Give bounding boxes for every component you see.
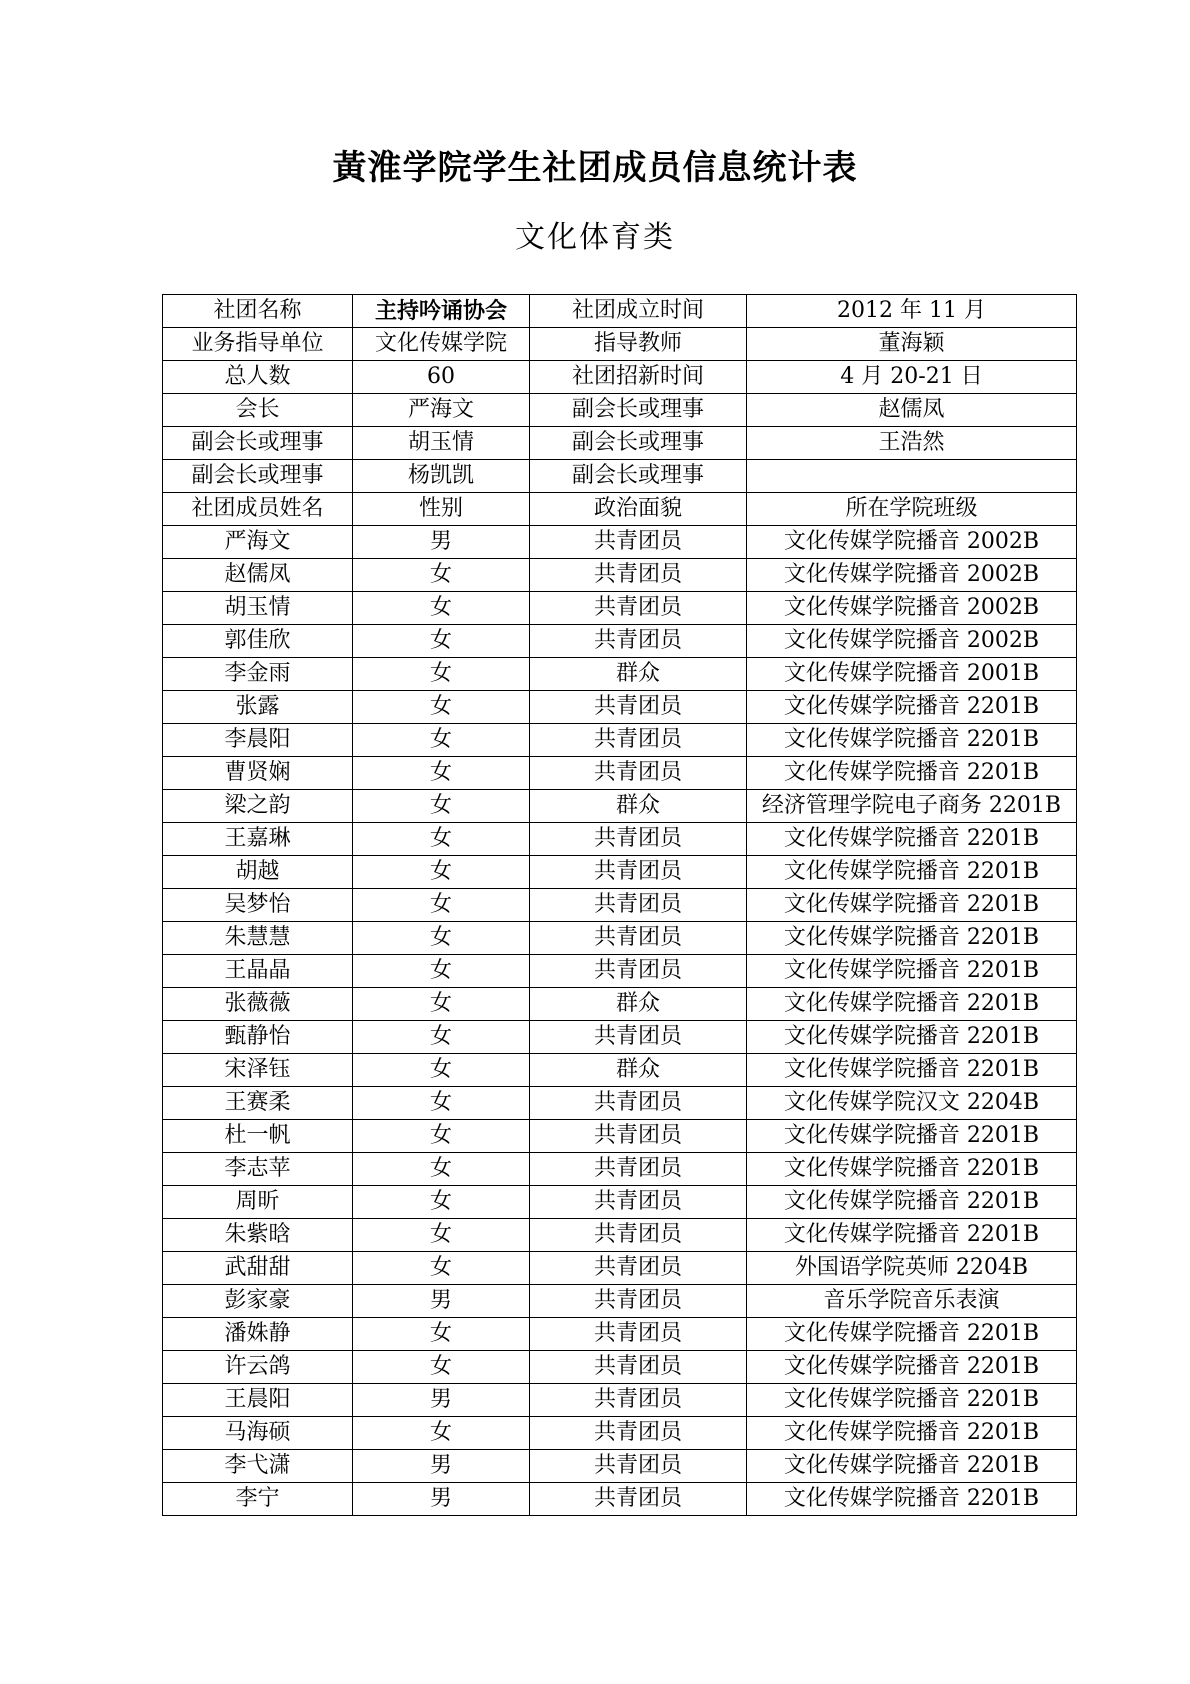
table-cell: 文化传媒学院播音 2201B	[747, 1153, 1077, 1186]
table-row	[163, 1483, 1077, 1516]
table-cell: 副会长或理事	[163, 427, 353, 460]
table-cell: 彭家豪	[163, 1285, 353, 1318]
table-cell: 男	[353, 1483, 530, 1516]
table-cell: 文化传媒学院播音 2201B	[747, 922, 1077, 955]
table-cell: 女	[353, 691, 530, 724]
table-cell: 文化传媒学院播音 2201B	[747, 691, 1077, 724]
table-cell: 武甜甜	[163, 1252, 353, 1285]
table-row	[163, 559, 1077, 592]
table-cell: 马海硕	[163, 1417, 353, 1450]
table-cell: 女	[353, 1021, 530, 1054]
table-cell: 外国语学院英师 2204B	[747, 1252, 1077, 1285]
info-row	[163, 394, 1077, 427]
table-row	[163, 757, 1077, 790]
table-cell: 胡玉情	[353, 427, 530, 460]
table-cell: 男	[353, 1384, 530, 1417]
table-cell: 文化传媒学院播音 2201B	[747, 1450, 1077, 1483]
table-cell: 社团成员姓名	[163, 493, 353, 526]
info-row	[163, 427, 1077, 460]
table-cell: 王嘉琳	[163, 823, 353, 856]
table-cell: 严海文	[163, 526, 353, 559]
table-cell: 经济管理学院电子商务 2201B	[747, 790, 1077, 823]
table-cell: 女	[353, 757, 530, 790]
table-cell: 梁之韵	[163, 790, 353, 823]
table-cell: 共青团员	[530, 1021, 747, 1054]
table-cell: 文化传媒学院播音 2002B	[747, 625, 1077, 658]
page-subtitle: 文化体育类	[515, 220, 675, 255]
table-cell: 所在学院班级	[747, 493, 1077, 526]
table-cell: 共青团员	[530, 1351, 747, 1384]
table-cell: 女	[353, 856, 530, 889]
table-cell: 副会长或理事	[530, 460, 747, 493]
table-cell: 朱慧慧	[163, 922, 353, 955]
table-cell: 甄静怡	[163, 1021, 353, 1054]
table-cell: 副会长或理事	[163, 460, 353, 493]
table-cell: 男	[353, 526, 530, 559]
table-row	[163, 1054, 1077, 1087]
info-row	[163, 328, 1077, 361]
table-cell: 文化传媒学院播音 2201B	[747, 1318, 1077, 1351]
table-cell: 共青团员	[530, 1219, 747, 1252]
table-cell: 李宁	[163, 1483, 353, 1516]
table-row	[163, 1021, 1077, 1054]
page-title: 黃淮学院学生社团成员信息统计表	[332, 148, 858, 188]
table-cell: 共青团员	[530, 823, 747, 856]
table-row	[163, 1186, 1077, 1219]
table-cell: 文化传媒学院播音 2201B	[747, 1021, 1077, 1054]
table-cell: 潘姝静	[163, 1318, 353, 1351]
table-cell: 女	[353, 559, 530, 592]
table-cell: 文化传媒学院播音 2201B	[747, 1417, 1077, 1450]
table-cell: 李金雨	[163, 658, 353, 691]
table-cell: 文化传媒学院播音 2201B	[747, 1120, 1077, 1153]
table-cell: 共青团员	[530, 1318, 747, 1351]
table-cell: 朱紫晗	[163, 1219, 353, 1252]
table-cell: 杜一帆	[163, 1120, 353, 1153]
table-row	[163, 724, 1077, 757]
table-cell: 李志苹	[163, 1153, 353, 1186]
table-cell: 曹贤娴	[163, 757, 353, 790]
table-row	[163, 592, 1077, 625]
table-row	[163, 1120, 1077, 1153]
table-cell: 副会长或理事	[530, 427, 747, 460]
info-row	[163, 460, 1077, 493]
table-cell: 共青团员	[530, 1417, 747, 1450]
table-cell: 张露	[163, 691, 353, 724]
table-cell: 共青团员	[530, 1483, 747, 1516]
table-cell: 女	[353, 988, 530, 1021]
table-cell: 指导教师	[530, 328, 747, 361]
table-cell: 文化传媒学院播音 2001B	[747, 658, 1077, 691]
table-cell: 赵儒凤	[747, 394, 1077, 427]
table-cell: 文化传媒学院播音 2201B	[747, 1351, 1077, 1384]
table-row	[163, 1450, 1077, 1483]
table-row	[163, 955, 1077, 988]
table-cell: 共青团员	[530, 1153, 747, 1186]
table-cell: 共青团员	[530, 757, 747, 790]
table-cell: 女	[353, 1120, 530, 1153]
table-cell: 共青团员	[530, 1087, 747, 1120]
table-cell: 文化传媒学院播音 2201B	[747, 988, 1077, 1021]
table-row	[163, 790, 1077, 823]
table-cell: 60	[353, 361, 530, 394]
table-cell	[747, 460, 1077, 493]
table-cell: 共青团员	[530, 1186, 747, 1219]
table-cell: 社团名称	[163, 295, 353, 328]
table-cell: 文化传媒学院播音 2201B	[747, 955, 1077, 988]
table-row	[163, 625, 1077, 658]
table-row	[163, 1384, 1077, 1417]
table-row	[163, 1153, 1077, 1186]
table-cell: 副会长或理事	[530, 394, 747, 427]
table-row	[163, 526, 1077, 559]
table-cell: 女	[353, 1054, 530, 1087]
table-row	[163, 658, 1077, 691]
table-cell: 群众	[530, 1054, 747, 1087]
table-cell: 共青团员	[530, 691, 747, 724]
table-cell: 文化传媒学院播音 2201B	[747, 724, 1077, 757]
table-cell: 宋泽钰	[163, 1054, 353, 1087]
header-row	[163, 493, 1077, 526]
table-cell: 共青团员	[530, 1450, 747, 1483]
table-cell: 文化传媒学院播音 2201B	[747, 1186, 1077, 1219]
table-cell: 共青团员	[530, 1120, 747, 1153]
table-cell: 王浩然	[747, 427, 1077, 460]
table-cell: 女	[353, 1087, 530, 1120]
table-cell: 文化传媒学院播音 2201B	[747, 1054, 1077, 1087]
table-row	[163, 988, 1077, 1021]
table-cell: 文化传媒学院播音 2201B	[747, 1384, 1077, 1417]
table-cell: 女	[353, 592, 530, 625]
table-cell: 社团成立时间	[530, 295, 747, 328]
table-cell: 文化传媒学院播音 2002B	[747, 592, 1077, 625]
table-cell: 王赛柔	[163, 1087, 353, 1120]
table-cell: 女	[353, 658, 530, 691]
table-cell: 女	[353, 790, 530, 823]
table-cell: 文化传媒学院汉文 2204B	[747, 1087, 1077, 1120]
table-cell: 女	[353, 889, 530, 922]
table-cell: 文化传媒学院	[353, 328, 530, 361]
table-cell: 女	[353, 1351, 530, 1384]
member-info-table	[162, 294, 1077, 1516]
table-cell: 共青团员	[530, 955, 747, 988]
table-cell: 女	[353, 724, 530, 757]
table-cell: 文化传媒学院播音 2201B	[747, 856, 1077, 889]
table-cell: 性别	[353, 493, 530, 526]
table-row	[163, 889, 1077, 922]
table-cell: 赵儒凤	[163, 559, 353, 592]
table-cell: 共青团员	[530, 889, 747, 922]
table-row	[163, 856, 1077, 889]
table-cell: 共青团员	[530, 856, 747, 889]
table-cell: 董海颖	[747, 328, 1077, 361]
table-cell: 女	[353, 625, 530, 658]
table-cell: 群众	[530, 658, 747, 691]
table-cell: 男	[353, 1450, 530, 1483]
table-cell: 共青团员	[530, 592, 747, 625]
table-cell: 女	[353, 823, 530, 856]
table-cell: 女	[353, 955, 530, 988]
table-cell: 总人数	[163, 361, 353, 394]
table-cell: 王晨阳	[163, 1384, 353, 1417]
table-cell: 文化传媒学院播音 2201B	[747, 889, 1077, 922]
table-cell: 胡越	[163, 856, 353, 889]
table-cell: 2012 年 11 月	[747, 295, 1077, 328]
table-cell: 文化传媒学院播音 2201B	[747, 1219, 1077, 1252]
info-row	[163, 361, 1077, 394]
table-cell: 女	[353, 1318, 530, 1351]
table-cell: 共青团员	[530, 1285, 747, 1318]
table-cell: 主持吟诵协会	[353, 295, 530, 328]
table-cell: 吴梦怡	[163, 889, 353, 922]
table-cell: 许云鸽	[163, 1351, 353, 1384]
table-row	[163, 691, 1077, 724]
table-cell: 共青团员	[530, 526, 747, 559]
table-row	[163, 1351, 1077, 1384]
table-cell: 杨凯凯	[353, 460, 530, 493]
table-cell: 女	[353, 922, 530, 955]
table-cell: 文化传媒学院播音 2002B	[747, 526, 1077, 559]
table-cell: 李弋潇	[163, 1450, 353, 1483]
table-cell: 女	[353, 1252, 530, 1285]
table-cell: 共青团员	[530, 1384, 747, 1417]
table-cell: 群众	[530, 988, 747, 1021]
table-cell: 共青团员	[530, 559, 747, 592]
table-cell: 群众	[530, 790, 747, 823]
table-cell: 文化传媒学院播音 2201B	[747, 1483, 1077, 1516]
table-cell: 社团招新时间	[530, 361, 747, 394]
info-row	[163, 295, 1077, 328]
table-row	[163, 1318, 1077, 1351]
table-row	[163, 1252, 1077, 1285]
table-cell: 业务指导单位	[163, 328, 353, 361]
table-cell: 文化传媒学院播音 2201B	[747, 757, 1077, 790]
table-cell: 文化传媒学院播音 2002B	[747, 559, 1077, 592]
table-cell: 女	[353, 1153, 530, 1186]
table-cell: 女	[353, 1417, 530, 1450]
table-cell: 李晨阳	[163, 724, 353, 757]
table-cell: 女	[353, 1219, 530, 1252]
table-cell: 4 月 20-21 日	[747, 361, 1077, 394]
table-cell: 共青团员	[530, 1252, 747, 1285]
table-cell: 周昕	[163, 1186, 353, 1219]
table-row	[163, 922, 1077, 955]
table-cell: 共青团员	[530, 922, 747, 955]
table-cell: 郭佳欣	[163, 625, 353, 658]
member-info-table-body	[163, 295, 1077, 1516]
table-cell: 胡玉情	[163, 592, 353, 625]
table-cell: 王晶晶	[163, 955, 353, 988]
table-row	[163, 1087, 1077, 1120]
table-row	[163, 823, 1077, 856]
table-cell: 共青团员	[530, 724, 747, 757]
table-cell: 会长	[163, 394, 353, 427]
table-row	[163, 1417, 1077, 1450]
table-cell: 政治面貌	[530, 493, 747, 526]
table-cell: 音乐学院音乐表演	[747, 1285, 1077, 1318]
table-row	[163, 1219, 1077, 1252]
table-cell: 女	[353, 1186, 530, 1219]
table-cell: 共青团员	[530, 625, 747, 658]
table-cell: 严海文	[353, 394, 530, 427]
table-row	[163, 1285, 1077, 1318]
table-cell: 男	[353, 1285, 530, 1318]
table-cell: 文化传媒学院播音 2201B	[747, 823, 1077, 856]
table-cell: 张薇薇	[163, 988, 353, 1021]
